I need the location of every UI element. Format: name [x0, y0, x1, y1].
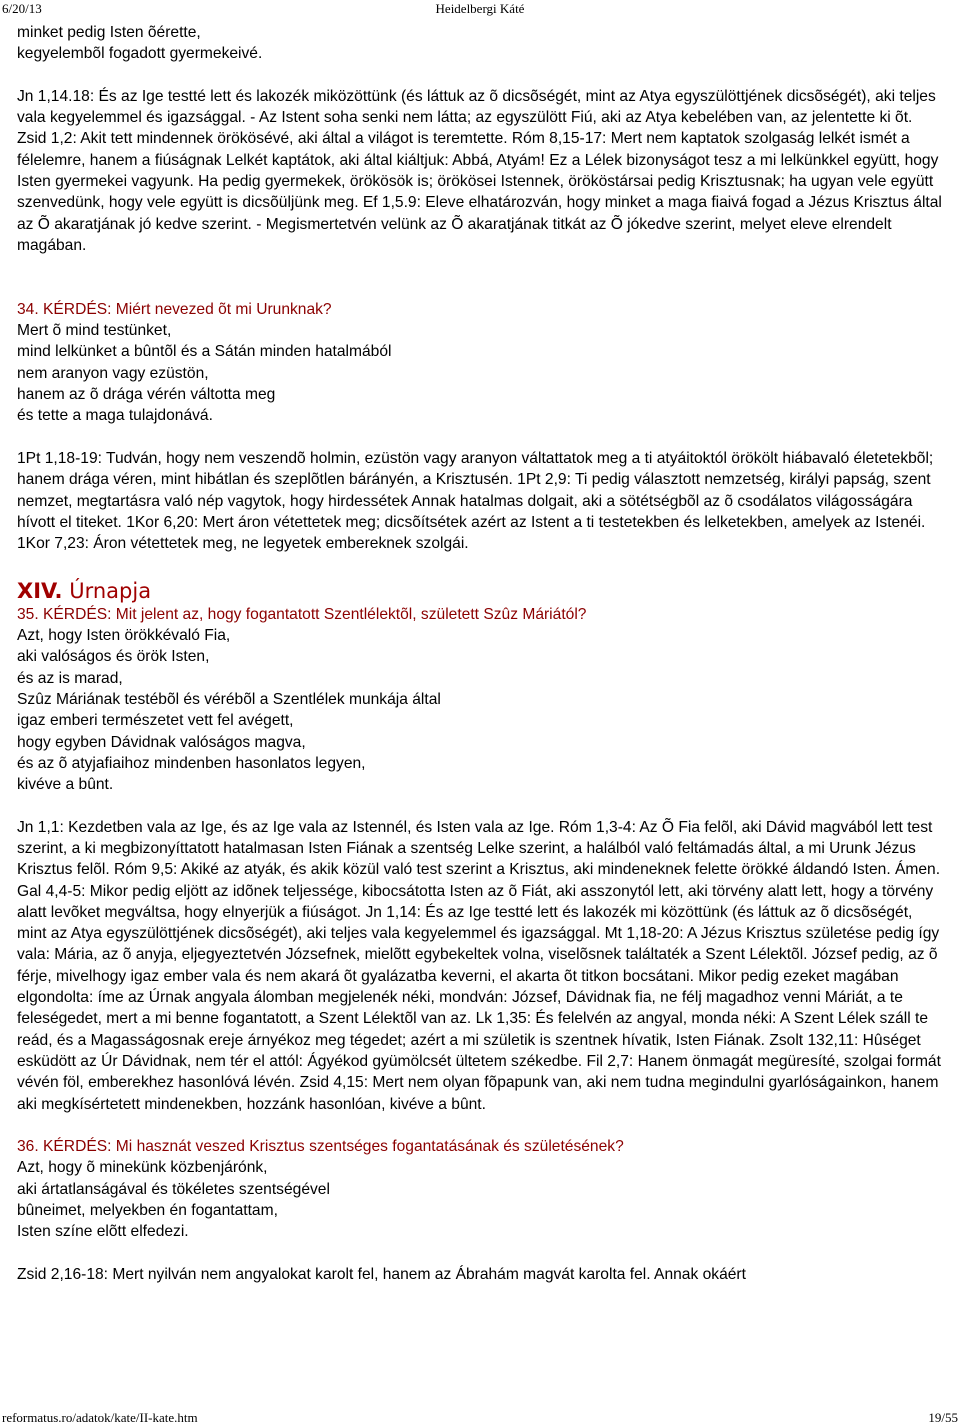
page-footer — [0, 1408, 960, 1426]
document-title: Heidelbergi Káté — [435, 1, 525, 16]
section-number: XIV. — [17, 578, 63, 603]
answer-line: aki ártatlanságával és tökéletes szentségével — [17, 1180, 330, 1198]
question-35: 35. KÉRDÉS: Mit jelent az, hogy fogantatott Szentlélektõl, született Szûz Máriától? — [17, 605, 587, 623]
document-body — [17, 22, 945, 1285]
answer-line: Mert õ mind testünket, — [17, 322, 172, 340]
scripture-references: 1Pt 1,18-19: Tudván, hogy nem veszendõ holmin, ezüstön vagy aranyon váltattatok meg a ti atyáitoktól örökölt hiábavaló életetekbõl; hanem drága véren, mint hibátlan és szeplõtlen bárányén, a Krisztusén. 1Pt 2,9: Ti pedig választott nemzetség, királyi papság, szent nemzet, megtartásra való nép vagytok, hogy hirdessétek Annak hatalmas dolgait, aki a sötétségbõl az õ csodálatos világosságára hívott el titeket. 1Kor 6,20: Mert áron vétettetek meg; dicsõítsétek azért az Istent a ti testetekben és lelketekben, amelyek az Istenéi. 1Kor 7,23: Áron vétettetek meg, ne legyetek embereknek szolgái. — [17, 449, 934, 553]
intro-line: kegyelembõl fogadott gyermekeivé. — [17, 45, 263, 63]
answer-line: és az is marad, — [17, 669, 123, 687]
answer-line: hanem az õ drága vérén váltotta meg — [17, 386, 276, 404]
scripture-references: Jn 1,14.18: És az Ige testté lett és lakozék miközöttünk (és láttuk az õ dicsõségét, mint az Atya egyszülöttjének dicsõségét), aki teljes vala kegyelemmel és igazsággal. - Az Istent soha senki nem látta; az egyszülött Fiú, aki az Atya kebelében van, az jelentette ki õt. Zsid 1,2: Akit tett mindennek örökösévé, aki által a világot is teremtette. Róm 8,15-17: Mert nem kaptatok szolgaság lelkét ismét a félelemre, hanem a fiúságnak Lelkét kaptátok, aki által kiáltjuk: Abbá, Atyám! Ez a Lélek bizonyságot tesz a mi lelkünkkel együtt, hogy Isten gyermekei vagyunk. Ha pedig gyermekek, örökösök is; örökösei Istennek, örököstársai pedig Krisztusnak; ha ugyan vele együtt szenvedünk, hogy vele együtt is dicsõüljünk meg. Ef 1,5.9: Eleve elhatározván, hogy minket a maga fiaivá fogad a Jézus Krisztus által az Õ akaratjának jó kedve szerint. - Megismertetvén velünk az Õ akaratjának titkát az Õ jókedve szerint, melyet eleve elrendelt magában. — [17, 87, 942, 254]
section-name: Úrnapja — [69, 578, 152, 603]
print-date: 6/20/13 — [2, 1, 42, 16]
answer-line: mind lelkünket a bûntõl és a Sátán minden hatalmából — [17, 343, 392, 361]
answer-line: és az õ atyjafiaihoz mindenben hasonlatos legyen, — [17, 754, 366, 772]
source-url: reformatus.ro/adatok/kate/II-kate.htm — [2, 1410, 198, 1425]
section-heading — [17, 579, 945, 604]
intro-line: minket pedig Isten õérette, — [17, 24, 201, 41]
answer-line: bûneimet, melyekben én fogantattam, — [17, 1202, 278, 1220]
answer-line: Isten színe elõtt elfedezi. — [17, 1223, 189, 1241]
answer-line: nem aranyon vagy ezüstön, — [17, 364, 209, 382]
answer-line: aki valóságos és örök Isten, — [17, 648, 210, 666]
answer-line: és tette a maga tulajdonává. — [17, 407, 213, 425]
answer-line: Azt, hogy Isten örökkévaló Fia, — [17, 627, 231, 645]
answer-line: Szûz Máriának testébõl és vérébõl a Szentlélek munkája által — [17, 690, 441, 708]
answer-line: Azt, hogy õ minekünk közbenjárónk, — [17, 1159, 268, 1177]
answer-line: hogy egyben Dávidnak valóságos magva, — [17, 733, 306, 751]
scripture-references: Zsid 2,16-18: Mert nyilván nem angyalokat karolt fel, hanem az Ábrahám magvát karolta fel. Annak okáért — [17, 1265, 746, 1283]
question-36: 36. KÉRDÉS: Mi hasznát veszed Krisztus szentséges fogantatásának és születésének? — [17, 1138, 624, 1156]
scripture-references: Jn 1,1: Kezdetben vala az Ige, és az Ige vala az Istennél, és Isten vala az Ige. Róm 1,3-4: Az Õ Fia felõl, aki Dávid magvából lett test szerint, a ki megbizonyíttatott hatalmasan Isten Fiának a szentség Lelke szerint, a halálból való feltámadás által, a mi Urunk Jézus Krisztus felõl. Róm 9,5: Akiké az atyák, és akik közül való test szerint a Krisztus, aki mindeneknek felette örökké áldandó Isten. Ámen. Gal 4,4-5: Mikor pedig eljött az idõnek teljessége, kibocsátotta Isten az õ Fiát, aki asszonytól lett, aki törvény alatt lett, hogy a törvény alatt levõket megváltsa, hogy elnyerjük a fiúságot. Jn 1,14: És az Ige testté lett és lakozék mi közöttünk (és láttuk az õ dicsõségét, mint az Atya egyszülöttjének dicsõségét), aki teljes vala kegyelemmel és igazsággal. Mt 1,18-20: A Jézus Krisztus születése pedig így vala: Mária, az õ anyja, eljegyeztetvén Józsefnek, mielõtt egybekeltek volna, viselõsnek találtaték a Szent Lélektõl. József pedig, az õ férje, mivelhogy igaz ember vala és nem akará õt gyalázatba keverni, el akarta õt titkon bocsátani. Mikor pedig ezeket magában elgondolta: íme az Úrnak angyala álomban megjelenék néki, mondván: József, Dávidnak fia, ne félj magadhoz venni Máriát, a te feleségedet, mert a mi benne fogantatott, a Szent Lélektõl van az. Lk 1,35: És felelvén az angyal, monda néki: A Szent Lélek száll te reád, és a Magasságosnak ereje árnyékoz meg tégedet; azért a mi születik is szentnek hívatik, Isten Fiának. Zsolt 132,11: Hûséget esküdött az Úr Dávidnak, nem tér el attól: Ágyékod gyümölcsét ültetem székedbe. Fil 2,7: Hanem önmagát megüresíté, szolgai formát vévén föl, emberekhez hasonlóvá lévén. Zsid 4,15: Mert nem olyan fõpapunk van, aki nem tudna megindulni gyarlóságainkon, hanem aki megkísértetett mindenekben, hozzánk hasonlóan, kivéve a bûnt. — [17, 818, 941, 1113]
question-34: 34. KÉRDÉS: Miért nevezed õt mi Urunknak? — [17, 300, 332, 318]
page-number: 19/55 — [928, 1410, 958, 1425]
page-header — [0, 0, 960, 18]
answer-line: igaz emberi természetet vett fel avégett, — [17, 712, 294, 730]
answer-line: kivéve a bûnt. — [17, 776, 114, 794]
